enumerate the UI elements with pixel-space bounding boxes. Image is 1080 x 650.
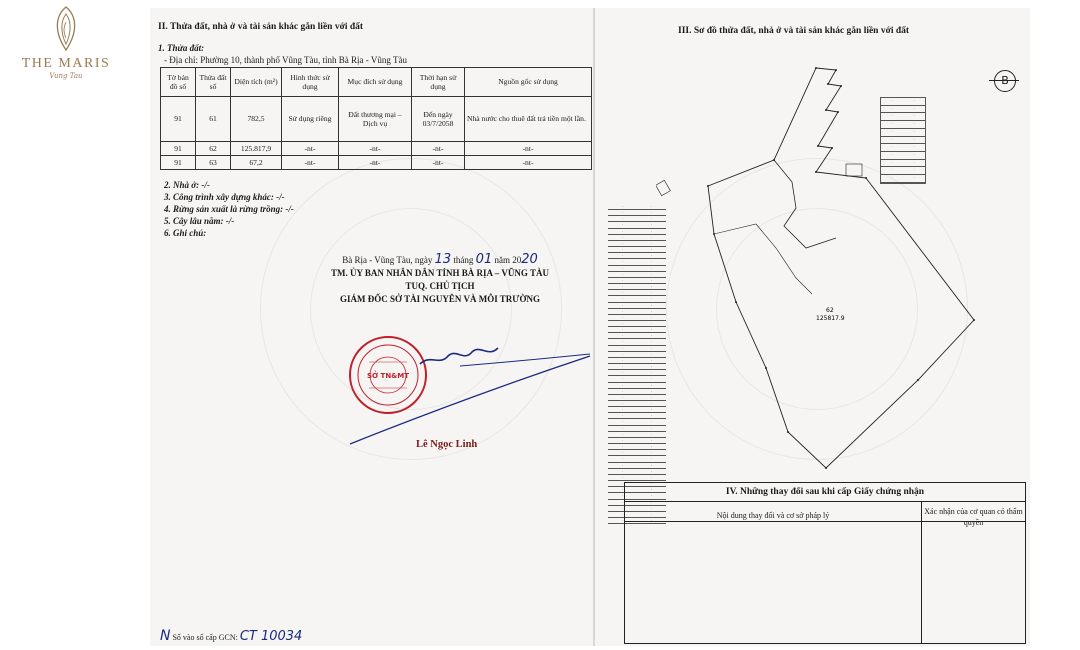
table-cell: Sử dụng riêng (282, 97, 339, 142)
coordinate-row: · · (608, 413, 666, 419)
coordinate-row: · · (608, 376, 666, 382)
table-cell: 91 (161, 142, 196, 156)
coordinate-row: · · (608, 272, 666, 278)
date-prefix: Bà Rịa - Vũng Tàu, ngày (342, 255, 433, 265)
coordinate-row: · · (608, 358, 666, 364)
coordinate-row: · · (608, 370, 666, 376)
coordinate-row: · · (608, 487, 666, 493)
brand-name: THE MARIS (21, 56, 111, 71)
table-cell: Đến ngày 03/7/2058 (412, 97, 465, 142)
coordinate-row: · · (608, 222, 666, 228)
changes-divider (625, 521, 1025, 522)
month-label: tháng (453, 255, 474, 265)
year-label: năm 20 (494, 255, 522, 265)
authority-line: TUQ. CHỦ TỊCH (405, 281, 475, 291)
section4-title: IV. Những thay đổi sau khi cấp Giấy chứng nhận (625, 483, 1025, 502)
coordinate-row: · · (608, 444, 666, 450)
coordinate-row: · · (608, 469, 666, 475)
table-cell: 125.817,9 (231, 142, 282, 156)
parcel-number: 62 (826, 307, 834, 314)
parcel-area: 125817.9 (816, 315, 845, 322)
registry-label: Số vào sổ cấp GCN: (172, 633, 238, 642)
coordinate-row: · · (608, 346, 666, 352)
land-certificate-document (150, 8, 1030, 646)
date-year: 20 (521, 252, 538, 267)
coordinate-row: · · (608, 383, 666, 389)
table-row (161, 97, 592, 142)
coordinate-row: · · (608, 241, 666, 247)
coordinate-row: · · (608, 315, 666, 321)
table-cell: -nt- (339, 142, 412, 156)
confirm-col-header: Xác nhận của cơ quan có thẩm quyền (924, 507, 1023, 527)
coordinate-row: · · (608, 247, 666, 253)
handwritten-signature-icon (340, 326, 592, 456)
table-cell: -nt- (282, 156, 339, 170)
left-page (150, 8, 592, 646)
coordinate-row: · · (608, 475, 666, 481)
coordinate-row: · · (608, 401, 666, 407)
maris-emblem-icon (51, 4, 81, 54)
registry-value: CT 10034 (239, 629, 303, 644)
table-cell: -nt- (339, 156, 412, 170)
col-header: Nguồn gốc sử dụng (465, 68, 592, 97)
changes-table (624, 482, 1026, 644)
table-cell: Đất thương mại – Dịch vụ (339, 97, 412, 142)
col-header: Tờ bản đồ số (161, 68, 196, 97)
coordinate-row: · · (608, 284, 666, 290)
svg-text:SỞ TN&MT: SỞ TN&MT (366, 372, 410, 380)
coordinate-row: · · (608, 339, 666, 345)
coordinate-row: · · (608, 419, 666, 425)
section3-title: III. Sơ đồ thửa đất, nhà ở và tài sản khác gắn liền với đất (678, 26, 910, 36)
coordinate-row: · · (608, 235, 666, 241)
brand-subtitle: Vung Tau (49, 72, 83, 80)
coordinate-row: · · (608, 290, 666, 296)
coordinate-row: · · (608, 512, 666, 518)
coordinate-row: · · (608, 518, 666, 524)
item-perennial: 5. Cây lâu năm: -/- (164, 216, 235, 226)
right-page (596, 8, 1030, 646)
coordinate-row: · · (608, 450, 666, 456)
authority-line: TM. ỦY BAN NHÂN DÂN TỈNH BÀ RỊA – VŨNG TÀU (331, 268, 549, 278)
table-cell: -nt- (282, 142, 339, 156)
coordinate-row: · · (608, 303, 666, 309)
changes-col-header: Nội dung thay đổi và cơ sở pháp lý (716, 511, 830, 520)
coordinate-row: · · (608, 426, 666, 432)
coordinate-row: · · (608, 327, 666, 333)
coordinate-row: · · (608, 506, 666, 512)
coordinate-row: · · (608, 321, 666, 327)
table-cell: -nt- (412, 156, 465, 170)
table-header-row (161, 68, 592, 97)
coordinate-row: · · (608, 229, 666, 235)
coordinate-row: · · (608, 438, 666, 444)
coordinate-row: · · (608, 463, 666, 469)
col-header: Thửa đất số (196, 68, 231, 97)
signer-name: Lê Ngọc Linh (416, 439, 478, 450)
table-row (161, 142, 592, 156)
item-construction: 3. Công trình xây dựng khác: -/- (164, 192, 285, 202)
coordinate-row: · · (608, 432, 666, 438)
table-cell: 67,2 (231, 156, 282, 170)
north-arrow-icon (994, 70, 1016, 92)
table-cell: 782,5 (231, 97, 282, 142)
table-row (161, 156, 592, 170)
section2-title: II. Thửa đất, nhà ở và tài sản khác gắn liền với đất (158, 22, 364, 32)
col-header: Diện tích (m²) (231, 68, 282, 97)
item-house: 2. Nhà ở: -/- (164, 180, 210, 190)
coordinate-row: · · (608, 395, 666, 401)
page-fold (593, 8, 595, 646)
issue-date (305, 253, 575, 267)
table-cell: -nt- (465, 156, 592, 170)
authority-line: GIÁM ĐỐC SỞ TÀI NGUYÊN VÀ MÔI TRƯỜNG (340, 294, 540, 304)
item-notes: 6. Ghi chú: (164, 228, 207, 238)
land-info-table (160, 67, 592, 170)
item-forest: 4. Rừng sản xuất là rừng trồng: -/- (164, 204, 294, 214)
land-address: - Địa chỉ: Phường 10, thành phố Vũng Tàu, tỉnh Bà Rịa - Vũng Tàu (164, 55, 407, 65)
coordinate-row: · · (608, 253, 666, 259)
table-cell: Nhà nước cho thuê đất trả tiền một lần. (465, 97, 592, 142)
signature-block (305, 253, 575, 306)
coordinate-row: · · (608, 259, 666, 265)
coordinate-row: · · (608, 266, 666, 272)
col-header: Thời hạn sử dụng (412, 68, 465, 97)
brand-logo (14, 4, 118, 80)
coordinate-row: · · (608, 333, 666, 339)
coordinate-row: · · (608, 309, 666, 315)
coordinate-row: · · (608, 216, 666, 222)
coordinate-row: · · (608, 493, 666, 499)
table-cell: 63 (196, 156, 231, 170)
land-heading: 1. Thửa đất: (158, 43, 205, 53)
table-cell: 91 (161, 97, 196, 142)
parcel-map (656, 48, 996, 488)
coordinate-row: · · (608, 204, 666, 210)
coordinate-row: · · (608, 407, 666, 413)
date-day: 13 (434, 252, 452, 267)
changes-content-column (625, 502, 922, 643)
date-month: 01 (475, 252, 493, 267)
coordinate-row: · · (608, 278, 666, 284)
coordinate-row: · · (608, 500, 666, 506)
table-cell: -nt- (412, 142, 465, 156)
coordinate-row: · · (608, 296, 666, 302)
registry-number (160, 628, 302, 644)
changes-confirm-column (922, 502, 1025, 528)
table-cell: -nt- (465, 142, 592, 156)
plot-legend-table: · · · · · · · · · · · · · · · · · · · · · · (880, 97, 926, 184)
coordinate-row: · · (608, 456, 666, 462)
table-cell: 61 (196, 97, 231, 142)
col-header: Hình thức sử dụng (282, 68, 339, 97)
coordinate-row: · · (608, 352, 666, 358)
coordinate-row: · · (608, 389, 666, 395)
table-cell: 91 (161, 156, 196, 170)
coordinate-row: · · (608, 210, 666, 216)
margin-mark: N (160, 628, 171, 644)
col-header: Mục đích sử dụng (339, 68, 412, 97)
coordinate-row: · · (608, 364, 666, 370)
coordinate-row: · · (608, 481, 666, 487)
table-cell: 62 (196, 142, 231, 156)
